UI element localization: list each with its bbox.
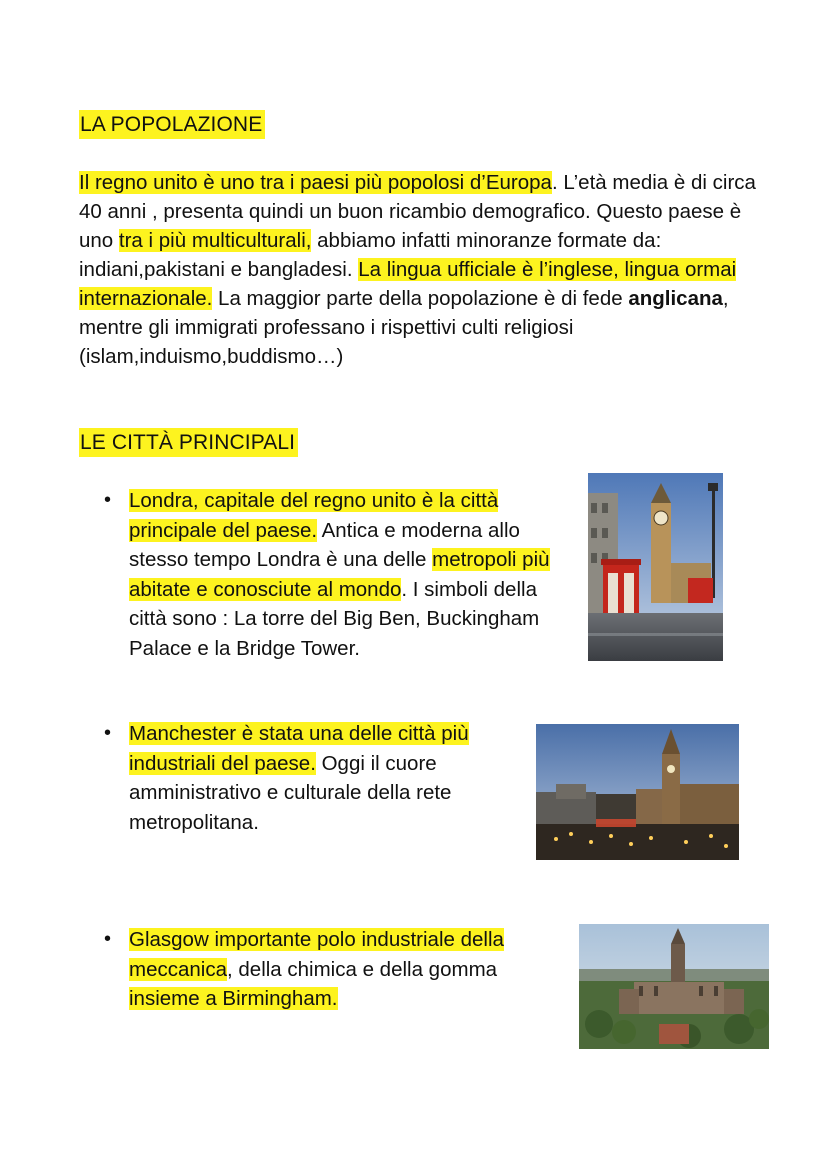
highlight-text: Londra, capitale del regno unito è la città principale del paese.	[129, 489, 499, 542]
body-text: abbiamo infatti minoranze formate da: indiani,pakistani e bangladesi.	[79, 229, 662, 281]
highlight-text: metropoli più abitate e conosciute al mondo	[129, 548, 550, 601]
section-title-popolazione: LA POPOLAZIONE	[79, 110, 265, 139]
bullet-dot: •	[104, 489, 112, 511]
london-text	[129, 486, 574, 663]
highlight-text: insieme a Birmingham.	[129, 987, 338, 1010]
body-text: La maggior parte della popolazione è di fede	[212, 287, 629, 310]
manchester-photo	[536, 724, 739, 860]
section-title-citta: LE CITTÀ PRINCIPALI	[79, 428, 298, 457]
body-text: Antica e moderna allo stesso tempo Londra è una delle	[129, 518, 520, 571]
manchester-text	[129, 719, 529, 837]
bullet-dot: •	[104, 722, 112, 744]
highlight-text: La lingua ufficiale è l’inglese, lingua ormai internazionale.	[79, 258, 737, 310]
london-photo	[588, 473, 723, 661]
highlight-text: Manchester è stata una delle città più industriali del paese.	[129, 722, 469, 775]
body-text: . L’età media è di circa 40 anni , presenta quindi un buon ricambio demografico. Questo paese è uno	[79, 171, 756, 252]
body-text: , mentre gli immigrati professano i rispettivi culti religiosi (islam,induismo,buddismo…)	[79, 287, 729, 368]
highlight-text: tra i più multiculturali,	[118, 229, 312, 252]
glasgow-text	[129, 925, 569, 1014]
body-text: Oggi il cuore amministrativo e culturale della rete metropolitana.	[129, 751, 452, 834]
bold-term: anglicana	[628, 287, 723, 310]
body-text: . I simboli della città sono : La torre del Big Ben, Buckingham Palace e la Bridge Tower.	[129, 577, 540, 660]
body-text: , della chimica e della gomma	[227, 957, 498, 981]
bullet-dot: •	[104, 928, 112, 950]
glasgow-photo	[579, 924, 769, 1049]
popolazione-paragraph	[79, 168, 759, 371]
highlight-text: Il regno unito è uno tra i paesi più popolosi d’Europa	[79, 171, 552, 194]
highlight-text: Glasgow importante polo industriale della meccanica	[129, 928, 504, 981]
